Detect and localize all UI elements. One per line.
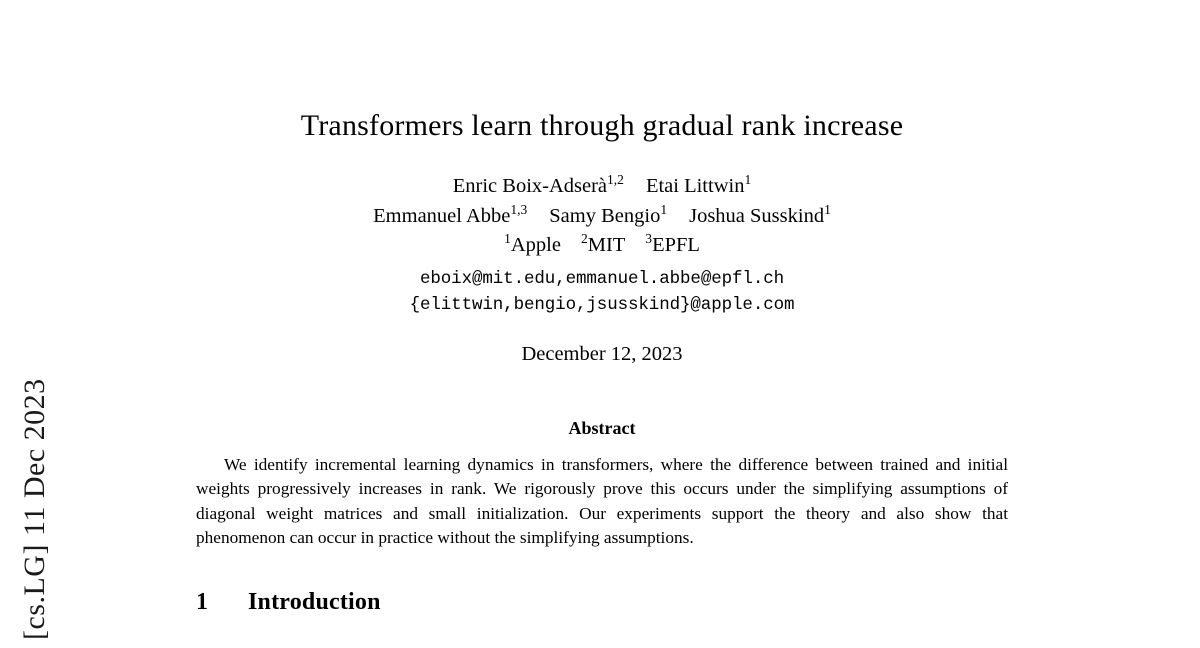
affiliation-name: EPFL [652, 234, 700, 257]
author-list [196, 172, 1008, 231]
affiliation-marker: 1 [504, 231, 511, 247]
author-name: Samy Bengio [549, 204, 661, 227]
author-affiliation-marker: 1 [744, 172, 752, 188]
author-line-1 [196, 172, 1008, 202]
page-title: Transformers learn through gradual rank increase [300, 109, 904, 142]
affiliation-marker: 2 [580, 231, 588, 247]
section-title: Introduction [248, 588, 381, 615]
section-number: 1 [196, 588, 208, 615]
author-name: Joshua Susskind [689, 204, 825, 227]
author-name: Enric Boix-Adserà [452, 175, 608, 197]
section-heading-introduction [196, 589, 1008, 616]
arxiv-stamp-text: [cs.LG] 11 Dec 2023 [18, 378, 51, 640]
author-name: Emmanuel Abbe [373, 204, 511, 227]
email-line-1: eboix@mit.edu,emmanuel.abbe@epfl.ch [419, 269, 785, 290]
email-list [196, 266, 1008, 319]
paper-content [196, 0, 1008, 616]
affiliation-list [196, 231, 1008, 261]
abstract-body: We identify incremental learning dynamics in transformers, where the difference between trained and initial weights progressively increases in rank. We rigorously prove this occurs under the simplifying assumptions of diagonal weight matrices and small initialization. Our experiments support the theory and also show that phenomenon can occur in practice without the simplifying assumptions. [196, 454, 1008, 548]
author-affiliation-marker: 1,2 [607, 172, 624, 188]
abstract-heading: Abstract [568, 417, 636, 438]
affiliation-marker: 3 [645, 231, 653, 247]
author-line-2 [196, 202, 1008, 232]
affiliation-name: Apple [510, 234, 561, 257]
affiliation-name: MIT [587, 234, 626, 257]
arxiv-stamp [0, 0, 70, 648]
publication-date: December 12, 2023 [521, 342, 683, 365]
author-name: Etai Littwin [645, 175, 745, 197]
author-affiliation-marker: 1 [660, 201, 668, 217]
email-line-2: {elittwin,bengio,jsusskind}@apple.com [409, 295, 795, 316]
author-affiliation-marker: 1 [824, 201, 831, 217]
author-affiliation-marker: 1,3 [510, 201, 528, 217]
